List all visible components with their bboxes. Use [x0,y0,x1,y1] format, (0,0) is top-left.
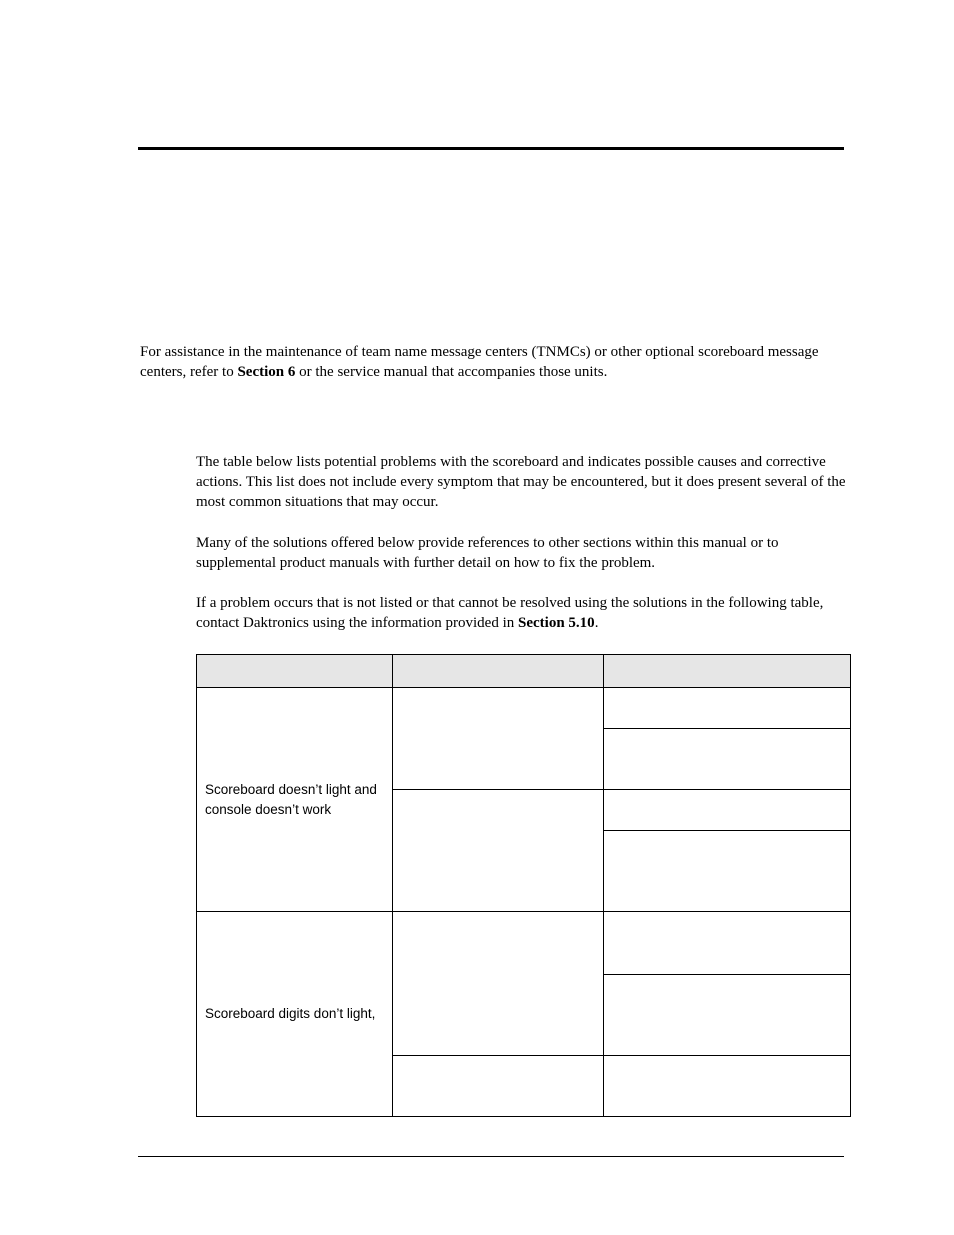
section-6-ref: Section 6 [237,364,296,380]
action-cell [603,1056,850,1117]
header-cause [393,655,603,688]
action-cell [603,975,850,1056]
action-cell [603,729,850,790]
table-description-paragraph: The table below lists potential problems with the scoreboard and indicates possible causes and corrective actions. This list does not include every symptom that may be encountered, but it does present several of the most common situations that may occur. [196,454,846,510]
contact-text-end: . [594,615,599,631]
action-cell [603,790,850,831]
intro-text: For assistance in the maintenance of team name message centers (TNMCs) or other optional scoreboard message centers, refer to [140,344,819,380]
top-rule [138,147,844,150]
symptom-cell: Scoreboard digits don’t light, [197,912,393,1117]
table-row [197,912,851,975]
troubleshooting-table [196,654,851,1117]
action-cell [603,688,850,729]
intro-text-end: or the service manual that accompanies those units. [295,364,608,380]
table-header-row [197,655,851,688]
contact-paragraph [196,593,846,633]
action-cell [603,912,850,975]
references-paragraph: Many of the solutions offered below provide references to other sections within this manual or to supplemental product manuals with further detail on how to fix the problem. [196,535,779,571]
cause-cell [393,790,603,912]
header-symptom [197,655,393,688]
action-cell [603,831,850,912]
cause-cell [393,1056,603,1117]
symptom-cell: Scoreboard doesn’t light and console doesn’t work [197,688,393,912]
contact-text: If a problem occurs that is not listed or that cannot be resolved using the solutions in the following table, contact Daktronics using the information provided in [196,595,824,631]
cause-cell [393,912,603,1056]
header-action [603,655,850,688]
intro-paragraph [140,342,840,382]
table-row [197,688,851,729]
bottom-rule [138,1156,844,1157]
cause-cell [393,688,603,790]
section-5-10-ref: Section 5.10 [518,615,595,631]
